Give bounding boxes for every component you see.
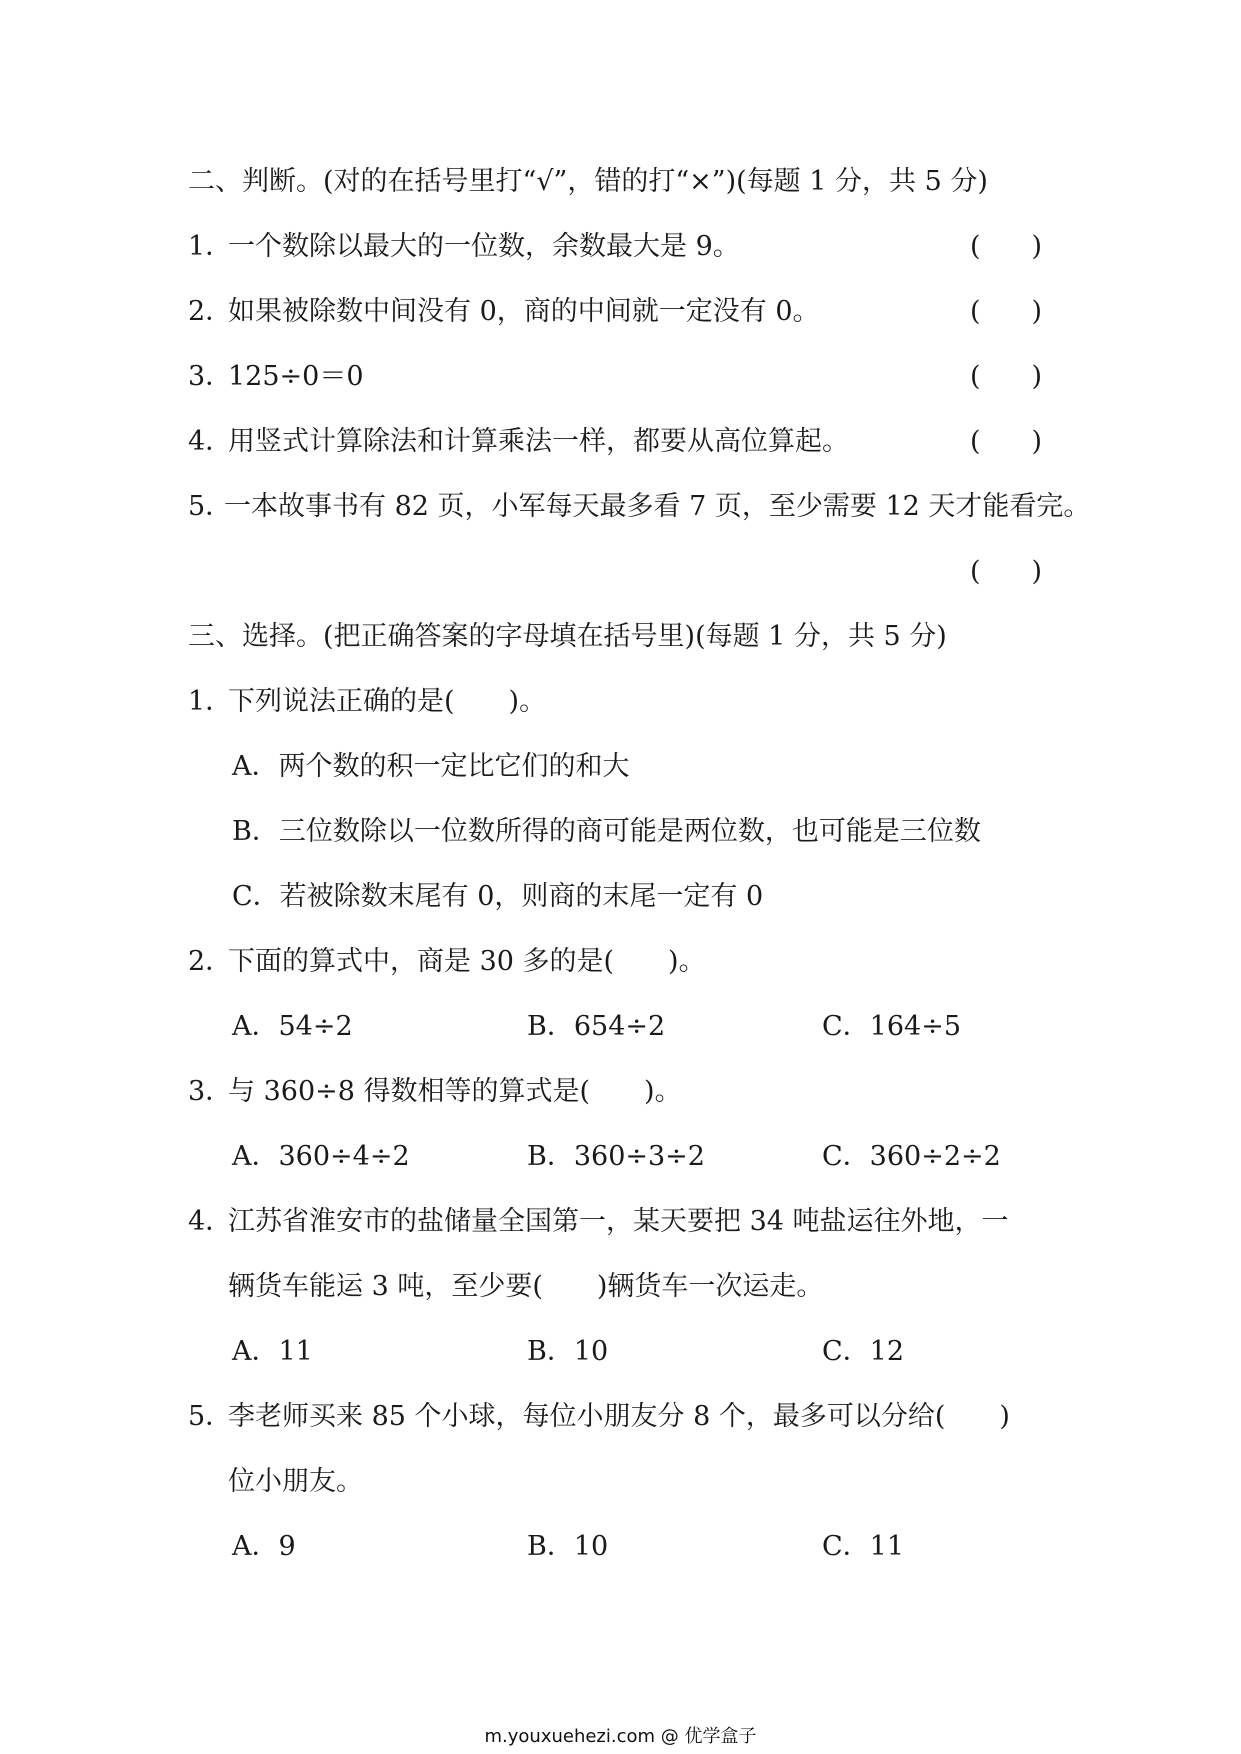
option-text: B．三位数除以一位数所得的商可能是两位数，也可能是三位数 bbox=[232, 816, 981, 847]
question-text-continued: 辆货车能运 3 吨，至少要( )辆货车一次运走。 bbox=[228, 1271, 824, 1302]
item-number: 2． bbox=[188, 946, 233, 977]
item-number: 1． bbox=[188, 686, 233, 717]
question-text: 李老师买来 85 个小球，每位小朋友分 8 个，最多可以分给( ) bbox=[228, 1401, 1010, 1432]
item-text: 一个数除以最大的一位数，余数最大是 9。 bbox=[228, 231, 740, 262]
watermark: m.youxuehezi.com @ 优学盒子 bbox=[484, 1726, 757, 1747]
question-text: 江苏省淮安市的盐储量全国第一，某天要把 34 吨盐运往外地，一 bbox=[228, 1206, 1009, 1237]
option-a[interactable]: A．11 bbox=[232, 1336, 313, 1367]
item-number: 2． bbox=[188, 296, 233, 327]
option-c[interactable]: C．12 bbox=[822, 1336, 905, 1367]
option-b[interactable]: B．654÷2 bbox=[527, 1011, 666, 1042]
answer-parentheses[interactable]: ( ) bbox=[970, 296, 1042, 327]
item-number: 3． bbox=[188, 361, 233, 392]
answer-parentheses[interactable]: ( ) bbox=[970, 231, 1042, 262]
item-number: 3． bbox=[188, 1076, 233, 1107]
option-c[interactable]: C．360÷2÷2 bbox=[822, 1141, 1001, 1172]
item-number: 5． bbox=[188, 491, 233, 522]
option-c[interactable]: C．11 bbox=[822, 1531, 905, 1562]
question-text: 与 360÷8 得数相等的算式是( )。 bbox=[228, 1076, 682, 1107]
question-text: 下列说法正确的是( )。 bbox=[228, 686, 547, 717]
section2-heading-text: 二、判断。(对的在括号里打“√”，错的打“×”)(每题 1 分，共 5 分) bbox=[188, 166, 988, 197]
option-b[interactable]: B．10 bbox=[527, 1336, 609, 1367]
answer-parentheses[interactable]: ( ) bbox=[970, 361, 1042, 392]
option-a[interactable]: A．54÷2 bbox=[232, 1011, 353, 1042]
item-number: 4． bbox=[188, 1206, 233, 1237]
option-a[interactable]: A．360÷4÷2 bbox=[232, 1141, 410, 1172]
item-text: 用竖式计算除法和计算乘法一样，都要从高位算起。 bbox=[228, 426, 849, 457]
option-b[interactable]: B．10 bbox=[527, 1531, 609, 1562]
answer-parentheses[interactable]: ( ) bbox=[970, 426, 1042, 457]
item-text: 125÷0＝0 bbox=[228, 361, 364, 392]
option-c[interactable]: C．164÷5 bbox=[822, 1011, 961, 1042]
item-number: 1． bbox=[188, 231, 233, 262]
question-text-continued: 位小朋友。 bbox=[228, 1466, 363, 1497]
item-text: 如果被除数中间没有 0，商的中间就一定没有 0。 bbox=[228, 296, 820, 327]
option-b[interactable]: B．360÷3÷2 bbox=[527, 1141, 705, 1172]
option-a[interactable]: A．9 bbox=[232, 1531, 296, 1562]
item-number: 5． bbox=[188, 1401, 233, 1432]
item-text: 一本故事书有 82 页，小军每天最多看 7 页，至少需要 12 天才能看完。 bbox=[224, 491, 1091, 522]
answer-parentheses[interactable]: ( ) bbox=[970, 556, 1042, 587]
option-text: A．两个数的积一定比它们的和大 bbox=[232, 751, 630, 782]
item-number: 4． bbox=[188, 426, 233, 457]
question-text: 下面的算式中，商是 30 多的是( )。 bbox=[228, 946, 706, 977]
section3-heading-text: 三、选择。(把正确答案的字母填在括号里)(每题 1 分，共 5 分) bbox=[188, 621, 947, 652]
option-text: C．若被除数末尾有 0，则商的末尾一定有 0 bbox=[232, 881, 764, 912]
